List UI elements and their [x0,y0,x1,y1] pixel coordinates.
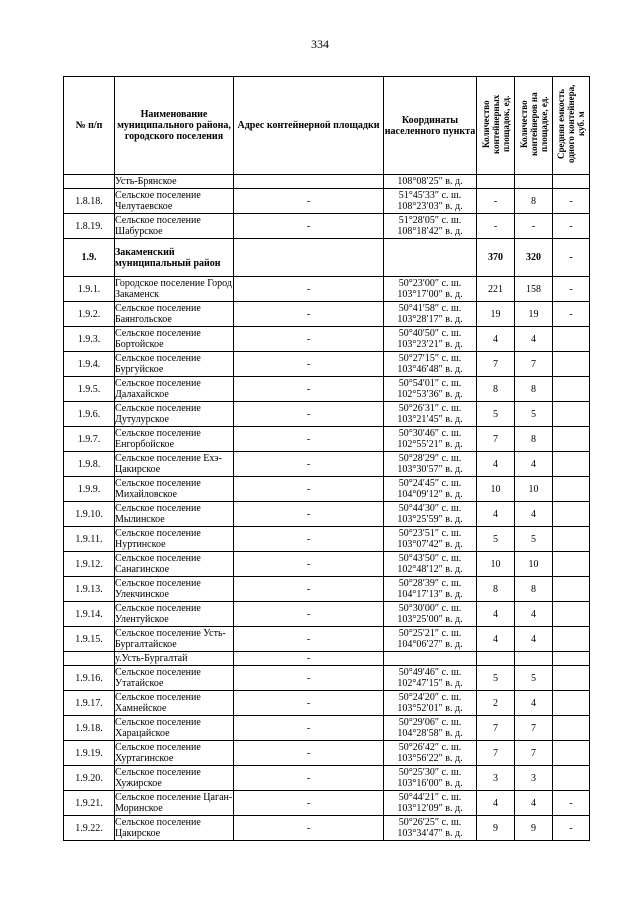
row-capacity [553,452,590,477]
row-sites: 3 [477,766,515,791]
registry-table [63,76,590,841]
row-address: - [234,791,384,816]
table-row [64,189,590,214]
row-address: - [234,577,384,602]
row-sites: 4 [477,627,515,652]
row-address: - [234,602,384,627]
row-sites: 7 [477,716,515,741]
row-name: Сельское поселение Баянгольское [115,302,234,327]
row-name: Сельское поселение Утатайское [115,666,234,691]
row-address: - [234,427,384,452]
row-containers: 10 [515,477,553,502]
row-number: 1.9.4. [64,352,115,377]
header-containers-text: Количество контейнеров на площадке, ед. [518,92,549,156]
row-capacity [553,652,590,666]
row-coordinates: 50°26′31″ с. ш. 103°21′45″ в. д. [384,402,477,427]
row-coordinates: 50°25′21″ с. ш. 104°06′27″ в. д. [384,627,477,652]
row-number: 1.9.19. [64,741,115,766]
row-containers: 9 [515,816,553,841]
row-coordinates: 50°29′06″ с. ш. 104°28′58″ в. д. [384,716,477,741]
row-coordinates: 50°27′15″ с. ш. 103°46′48″ в. д. [384,352,477,377]
table-row [64,766,590,791]
row-containers [515,175,553,189]
table-row [64,602,590,627]
row-capacity [553,352,590,377]
row-containers: - [515,214,553,239]
row-name: Сельское поселение Цакирское [115,816,234,841]
row-capacity [553,175,590,189]
header-row [64,77,590,175]
row-sites: 10 [477,552,515,577]
row-address: - [234,189,384,214]
row-sites: 5 [477,666,515,691]
row-sites: 8 [477,577,515,602]
row-address: - [234,816,384,841]
table-row [64,302,590,327]
row-address: - [234,527,384,552]
row-number: 1.9.20. [64,766,115,791]
header-num: № п/п [64,77,115,175]
row-name: Сельское поселение Цаган-Моринское [115,792,233,814]
row-number: 1.9.13. [64,577,115,602]
row-sites: - [477,214,515,239]
table-row [64,527,590,552]
row-capacity [553,577,590,602]
row-address: - [234,652,384,666]
row-coordinates: 50°49′46″ с. ш. 102°47′15″ в. д. [384,666,477,691]
row-number: 1.9.18. [64,716,115,741]
row-number: 1.9.11. [64,527,115,552]
row-name: Сельское поселение Хужирское [115,766,234,791]
row-name: Усть-Брянское [115,175,234,189]
row-coordinates: 50°23′00″ с. ш. 103°17′00″ в. д. [384,277,477,302]
row-number: 1.9.22. [64,816,115,841]
row-name: Сельское поселение Улекчинское [115,577,234,602]
row-coordinates: 50°23′51″ с. ш. 103°07′42″ в. д. [384,527,477,552]
row-containers: 4 [515,452,553,477]
row-sites: 10 [477,477,515,502]
row-sites: 7 [477,427,515,452]
row-capacity: - [553,214,590,239]
row-number: 1.9.21. [64,791,115,816]
row-capacity [553,502,590,527]
row-containers: 5 [515,527,553,552]
row-sites: 7 [477,352,515,377]
row-sites: 19 [477,302,515,327]
row-address: - [234,402,384,427]
row-number: 1.9.12. [64,552,115,577]
row-sites [477,652,515,666]
table-row [64,477,590,502]
table-body [64,175,590,841]
table-row [64,552,590,577]
table-row [64,791,590,816]
row-containers: 3 [515,766,553,791]
row-containers: 320 [515,239,553,277]
row-name: Сельское поселение Улентуйское [115,602,234,627]
row-capacity [553,427,590,452]
row-capacity [553,666,590,691]
row-capacity [553,691,590,716]
table-row [64,402,590,427]
table-row [64,277,590,302]
table-row [64,502,590,527]
row-name: Сельское поселение Далахайское [115,377,234,402]
row-containers [515,652,553,666]
row-number: 1.9.16. [64,666,115,691]
table-row [64,214,590,239]
row-number: 1.9. [64,239,115,277]
row-capacity [553,716,590,741]
table-row [64,741,590,766]
row-coordinates: 50°26′25″ с. ш. 103°34′47″ в. д. [384,816,477,841]
row-containers: 10 [515,552,553,577]
table-row [64,327,590,352]
row-capacity: - [553,189,590,214]
row-address: - [234,666,384,691]
row-name: Сельское поселение Бургуйское [115,352,234,377]
row-address: - [234,214,384,239]
row-containers: 4 [515,502,553,527]
row-address: - [234,502,384,527]
row-containers: 4 [515,627,553,652]
row-coordinates: 51°28′05″ с. ш. 108°18′42″ в. д. [384,214,477,239]
row-capacity: - [553,791,590,816]
row-number: 1.9.3. [64,327,115,352]
row-containers: 8 [515,189,553,214]
row-address: - [234,452,384,477]
table-row [64,239,590,277]
row-name: Сельское поселение Ехэ-Цакирское [115,452,234,477]
row-name: Сельское поселение Санагинское [115,552,234,577]
row-sites: 5 [477,402,515,427]
row-capacity: - [553,302,590,327]
row-address: - [234,327,384,352]
header-capacity-text: Средняя емкость одного контейнера, куб. м [556,84,586,164]
header-capacity [553,77,590,175]
row-containers: 8 [515,427,553,452]
row-address: - [234,477,384,502]
row-address: - [234,352,384,377]
row-containers: 4 [515,691,553,716]
row-name: Сельское поселение Усть-Бургалтайское [115,627,234,652]
row-capacity [553,552,590,577]
table-row [64,452,590,477]
row-coordinates: 50°41′58″ с. ш. 103°28′17″ в. д. [384,302,477,327]
row-sites: - [477,189,515,214]
row-capacity: - [553,239,590,277]
table-row [64,627,590,652]
row-number [64,175,115,189]
row-containers: 4 [515,791,553,816]
row-containers: 19 [515,302,553,327]
table-row [64,577,590,602]
row-coordinates: 108°08′25″ в. д. [384,175,477,189]
row-sites: 8 [477,377,515,402]
row-sites: 5 [477,527,515,552]
row-address: - [234,552,384,577]
row-containers: 4 [515,327,553,352]
row-containers: 8 [515,577,553,602]
row-coordinates [384,652,477,666]
row-address: - [234,277,384,302]
row-number: 1.9.8. [64,452,115,477]
row-capacity [553,766,590,791]
header-name: Наименование муниципального района, городского поселения [115,77,234,175]
row-address [234,175,384,189]
row-number [64,652,115,666]
row-coordinates: 50°24′20″ с. ш. 103°52′01″ в. д. [384,691,477,716]
row-coordinates: 50°26′42″ с. ш. 103°56′22″ в. д. [384,741,477,766]
row-name: Сельское поселение Хамнейское [115,691,234,716]
row-number: 1.9.15. [64,627,115,652]
row-sites [477,175,515,189]
row-capacity: - [553,277,590,302]
row-sites: 7 [477,741,515,766]
row-sites: 9 [477,816,515,841]
row-address: - [234,766,384,791]
row-number: 1.9.14. [64,602,115,627]
table-row [64,175,590,189]
row-capacity [553,377,590,402]
row-containers: 7 [515,716,553,741]
header-containers [515,77,553,175]
row-coordinates [384,239,477,277]
row-number: 1.9.17. [64,691,115,716]
row-coordinates: 50°54′01″ с. ш. 102°53′36″ в. д. [384,377,477,402]
row-name: Сельское поселение Хуртагинское [115,741,234,766]
row-address: - [234,377,384,402]
row-name: Сельское поселение Енгорбойское [115,427,234,452]
row-number: 1.9.5. [64,377,115,402]
header-sites-text: Количество контейнерных площадок, ед. [480,94,511,154]
table-row [64,666,590,691]
row-sites: 4 [477,791,515,816]
table-row [64,716,590,741]
table-row [64,352,590,377]
row-coordinates: 50°24′45″ с. ш. 104°09′12″ в. д. [384,477,477,502]
table-row [64,691,590,716]
row-coordinates: 50°40′50″ с. ш. 103°23′21″ в. д. [384,327,477,352]
row-sites: 4 [477,452,515,477]
row-coordinates: 50°28′39″ с. ш. 104°17′13″ в. д. [384,577,477,602]
row-name: Городское поселение Город Закаменск [115,278,232,300]
row-address: - [234,741,384,766]
row-capacity [553,741,590,766]
row-coordinates: 50°30′00″ с. ш. 103°25′00″ в. д. [384,602,477,627]
table-row [64,816,590,841]
row-coordinates: 50°44′21″ с. ш. 103°12′09″ в. д. [384,791,477,816]
row-sites: 4 [477,602,515,627]
row-containers: 158 [515,277,553,302]
header-address: Адрес контейнерной площадки [234,77,384,175]
row-coordinates: 50°28′29″ с. ш. 103°30′57″ в. д. [384,452,477,477]
row-address [234,239,384,277]
row-address: - [234,627,384,652]
row-capacity [553,402,590,427]
row-name: Сельское поселение Челутаевское [115,189,234,214]
row-name: Закаменский муниципальный район [115,239,234,277]
row-capacity [553,527,590,552]
row-name: у.Усть-Бургалтай [115,652,234,666]
row-number: 1.9.2. [64,302,115,327]
row-name: Сельское поселение Михайловское [115,477,234,502]
page-number: 334 [311,37,329,51]
row-name: Сельское поселение Шабурское [115,214,234,239]
header-sites [477,77,515,175]
row-coordinates: 50°30′46″ с. ш. 102°55′21″ в. д. [384,427,477,452]
row-address: - [234,691,384,716]
table-row [64,427,590,452]
row-name: Сельское поселение Харацайское [115,716,234,741]
row-sites: 370 [477,239,515,277]
row-capacity [553,477,590,502]
row-name: Сельское поселение Мылинское [115,502,234,527]
row-number: 1.9.10. [64,502,115,527]
row-capacity: - [553,816,590,841]
row-name: Сельское поселение Нуртинское [115,527,234,552]
row-sites: 4 [477,327,515,352]
header-coords: Координаты населенного пункта [384,77,477,175]
row-coordinates: 50°43′50″ с. ш. 102°48′12″ в. д. [384,552,477,577]
row-coordinates: 50°44′30″ с. ш. 103°25′59″ в. д. [384,502,477,527]
row-containers: 5 [515,402,553,427]
row-number: 1.9.6. [64,402,115,427]
row-coordinates: 50°25′30″ с. ш. 103°16′00″ в. д. [384,766,477,791]
table-row [64,377,590,402]
row-name: Сельское поселение Бортойское [115,327,234,352]
row-number: 1.9.7. [64,427,115,452]
row-containers: 8 [515,377,553,402]
row-address: - [234,302,384,327]
row-capacity [553,627,590,652]
row-containers: 7 [515,741,553,766]
row-coordinates: 51°45′33″ с. ш. 108°23′03″ в. д. [384,189,477,214]
row-containers: 4 [515,602,553,627]
row-number: 1.9.1. [64,277,115,302]
row-number: 1.8.19. [64,214,115,239]
row-sites: 221 [477,277,515,302]
row-name: Сельское поселение Дутулурское [115,402,234,427]
row-address: - [234,716,384,741]
row-containers: 5 [515,666,553,691]
row-containers: 7 [515,352,553,377]
row-capacity [553,327,590,352]
row-number: 1.8.18. [64,189,115,214]
row-sites: 4 [477,502,515,527]
row-sites: 2 [477,691,515,716]
row-capacity [553,602,590,627]
row-number: 1.9.9. [64,477,115,502]
table-row [64,652,590,666]
